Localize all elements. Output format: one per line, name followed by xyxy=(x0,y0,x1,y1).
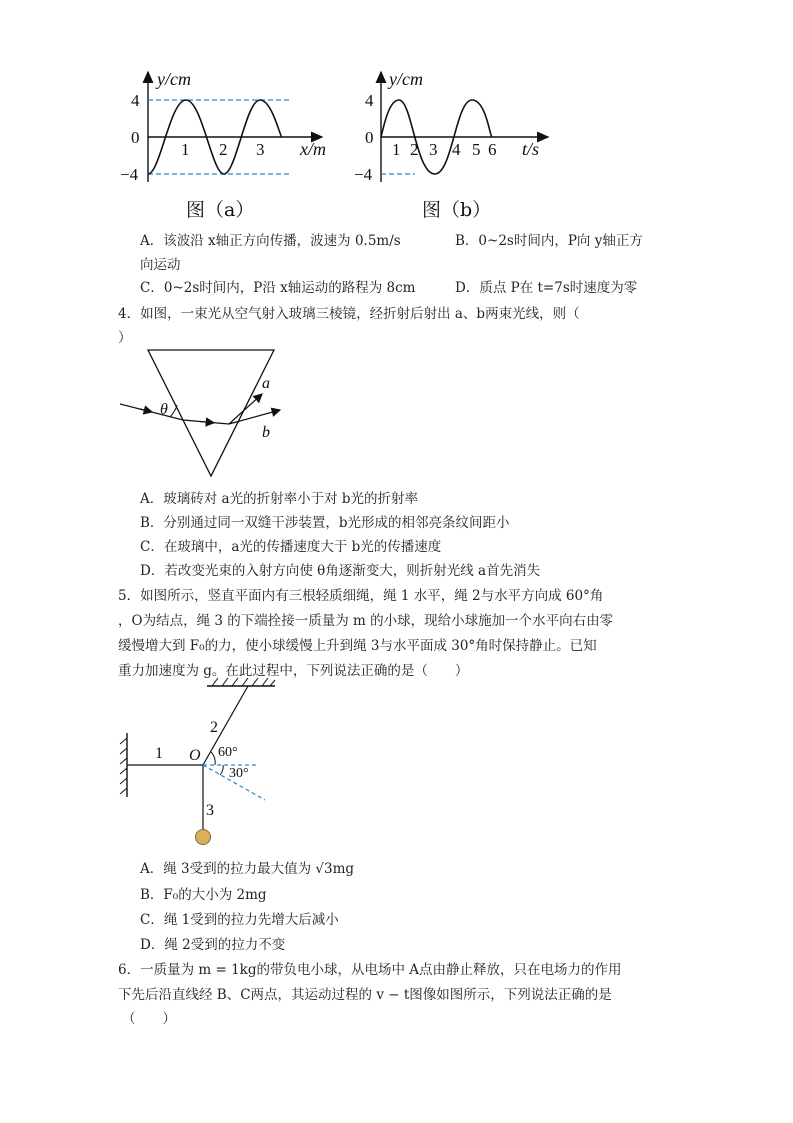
rope-1-label: 1 xyxy=(155,745,163,762)
q3-option-c: C．0~2s时间内，P沿 x轴运动的路程为 8cm xyxy=(140,280,416,296)
t-tick-5: 5 xyxy=(472,140,481,159)
ceiling-hatch xyxy=(212,678,275,686)
x-tick-1: 1 xyxy=(181,140,190,159)
q3-option-a: A．该波沿 x轴正方向传播，波速为 0.5m/s xyxy=(140,233,401,249)
t-tick-1: 1 xyxy=(392,140,401,159)
q4-option-a: A．玻璃砖对 a光的折射率小于对 b光的折射率 xyxy=(140,491,419,507)
y-axis-label: y/cm xyxy=(157,69,191,89)
angle-30-arc xyxy=(220,765,223,775)
q4-option-d: D．若改变光束的入射方向使 θ角逐渐变大，则折射光线 a首先消失 xyxy=(140,563,541,579)
y-tick-4: 4 xyxy=(365,91,374,110)
q5-option-b: B．F₀的大小为 2mg xyxy=(140,887,267,903)
q4-option-b: B．分别通过同一双缝干涉装置，b光形成的相邻亮条纹间距小 xyxy=(140,515,510,531)
node-label: O xyxy=(189,747,201,764)
ball xyxy=(196,830,211,845)
x-axis-label: x/m xyxy=(300,139,326,159)
q6-stem-line1: 6．一质量为 m = 1kg的带负电小球，从电场中 A点由静止释放，只在电场力的作用 xyxy=(118,962,622,978)
rope-2-label: 2 xyxy=(210,719,218,736)
y-tick-0: 0 xyxy=(131,128,140,147)
q6-stem-line3: （ ） xyxy=(122,1011,176,1027)
q4-stem-line2: ） xyxy=(118,330,132,346)
theta-label: θ xyxy=(160,401,168,418)
q5-stem-line1: 5．如图所示，竖直平面内有三根轻质细绳，绳 1 水平，绳 2与水平方向成 60°角 xyxy=(118,588,604,604)
t-tick-6: 6 xyxy=(488,140,497,159)
t-tick-3: 3 xyxy=(429,140,438,159)
angle-60-arc xyxy=(211,752,215,765)
q6-stem-line2: 下先后沿直线经 B、C两点，其运动过程的 v − t图像如图所示，下列说法正确的是 xyxy=(118,987,612,1003)
q5-option-d: D．绳 2受到的拉力不变 xyxy=(140,937,286,953)
x-tick-3: 3 xyxy=(256,140,265,159)
q5-stem-line2: ，O为结点，绳 3 的下端拴接一质量为 m 的小球，现给小球施加一个水平向右由零 xyxy=(118,613,614,629)
q4-stem-line1: 4．如图，一束光从空气射入玻璃三棱镜，经折射后射出 a、b两束光线，则（ xyxy=(118,306,580,322)
y-tick-neg4: −4 xyxy=(354,165,373,184)
q3-option-b-line2: 向运动 xyxy=(140,257,181,273)
angle-30-label: 30° xyxy=(229,766,249,781)
t-axis-label: t/s xyxy=(522,139,540,159)
q5-stem-line4: 重力加速度为 g。在此过程中，下列说法正确的是（ ） xyxy=(118,663,469,679)
ray-b-label: b xyxy=(262,424,270,441)
q5-option-c: C．绳 1受到的拉力先增大后减小 xyxy=(140,912,339,928)
q3-option-d: D．质点 P在 t=7s时速度为零 xyxy=(455,280,638,296)
ray-a-label: a xyxy=(262,375,270,392)
q4-option-c: C．在玻璃中，a光的传播速度大于 b光的传播速度 xyxy=(140,539,442,555)
graph-a-caption: 图（a） xyxy=(186,199,255,221)
q3-option-b-line1: B．0~2s时间内，P向 y轴正方 xyxy=(455,233,643,249)
q5-option-a: A．绳 3受到的拉力最大值为 √3mg xyxy=(140,861,355,877)
angle-60-label: 60° xyxy=(218,745,238,760)
y-tick-0: 0 xyxy=(365,128,374,147)
t-tick-2: 2 xyxy=(410,140,419,159)
wall-hatch xyxy=(120,738,127,794)
x-tick-2: 2 xyxy=(219,140,228,159)
t-tick-4: 4 xyxy=(452,140,461,159)
y-axis-label: y/cm xyxy=(389,69,423,89)
y-tick-4: 4 xyxy=(131,91,140,110)
graph-b-caption: 图（b） xyxy=(422,199,492,221)
y-tick-neg4: −4 xyxy=(120,165,139,184)
rope-3-label: 3 xyxy=(206,802,214,819)
q5-stem-line3: 缓慢增大到 F₀的力，使小球缓慢上升到绳 3与水平面成 30°角时保持静止。已知 xyxy=(118,638,597,654)
